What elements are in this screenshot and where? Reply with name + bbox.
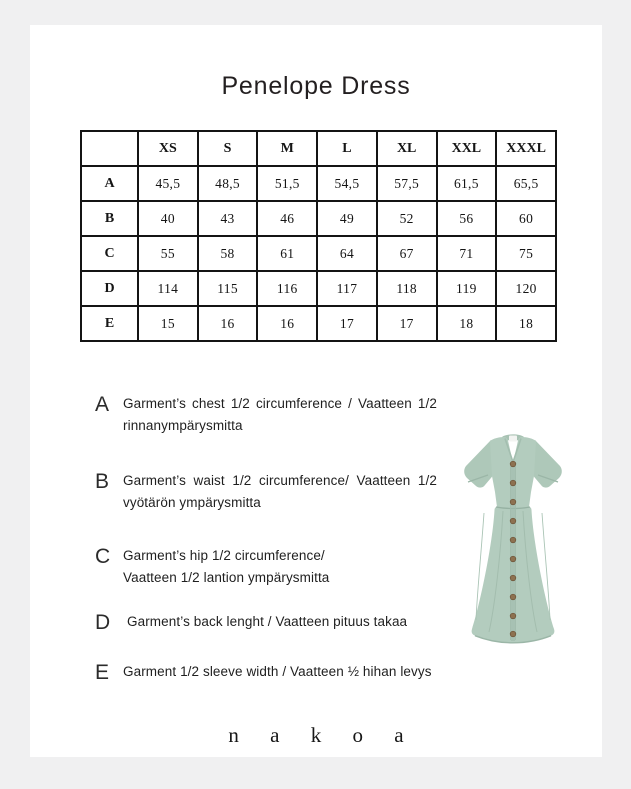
legend-text-b: Garment’s waist 1/2 circumference/ Vaatteen 1/2 vyötärön ympärysmitta: [123, 473, 437, 510]
size-cell: 115: [198, 271, 258, 306]
size-cell: 57,5: [377, 166, 437, 201]
size-cell: 51,5: [257, 166, 317, 201]
size-cell: 18: [437, 306, 497, 341]
size-cell: 71: [437, 236, 497, 271]
size-cell: 65,5: [496, 166, 556, 201]
column-header-xxxl: XXXL: [496, 131, 556, 166]
legend-text-d: Garment’s back lenght / Vaatteen pituus takaa: [127, 614, 408, 629]
row-label: A: [81, 166, 138, 201]
legend-letter-d: D: [95, 611, 111, 634]
size-cell: 60: [496, 201, 556, 236]
column-header-s: S: [198, 131, 258, 166]
size-cell: 64: [317, 236, 377, 271]
legend-item-c: [95, 545, 437, 589]
legend-item-a: [95, 393, 437, 437]
size-cell: 17: [377, 306, 437, 341]
size-cell: 54,5: [317, 166, 377, 201]
size-cell: 116: [257, 271, 317, 306]
size-cell: 61: [257, 236, 317, 271]
legend-letter-a: A: [95, 393, 110, 416]
column-header-xl: XL: [377, 131, 437, 166]
size-cell: 16: [198, 306, 258, 341]
legend-item-b: [95, 470, 437, 514]
page-title: Penelope Dress: [221, 72, 411, 100]
size-cell: 58: [198, 236, 258, 271]
legend-text-a: Garment’s chest 1/2 circumference / Vaatteen 1/2 rinnanympärysmitta: [123, 396, 437, 433]
column-header-xs: XS: [138, 131, 198, 166]
row-label: C: [81, 236, 138, 271]
column-header-l: L: [317, 131, 377, 166]
column-header-m: M: [257, 131, 317, 166]
row-label: E: [81, 306, 138, 341]
size-cell: 48,5: [198, 166, 258, 201]
legend-item-e: [95, 661, 437, 684]
size-cell: 75: [496, 236, 556, 271]
size-cell: 67: [377, 236, 437, 271]
size-cell: 120: [496, 271, 556, 306]
size-cell: 18: [496, 306, 556, 341]
size-chart-page: [30, 25, 602, 757]
column-header-xxl: XXL: [437, 131, 497, 166]
size-cell: 49: [317, 201, 377, 236]
size-cell: 40: [138, 201, 198, 236]
size-cell: 46: [257, 201, 317, 236]
size-cell: 52: [377, 201, 437, 236]
size-cell: 43: [198, 201, 258, 236]
size-cell: 45,5: [138, 166, 198, 201]
dress-photo: [454, 430, 572, 648]
size-cell: 118: [377, 271, 437, 306]
dress-neck-label: [509, 436, 517, 442]
size-cell: 55: [138, 236, 198, 271]
size-cell: 17: [317, 306, 377, 341]
size-cell: 117: [317, 271, 377, 306]
legend-letter-b: B: [95, 470, 110, 493]
legend-letter-e: E: [95, 661, 110, 684]
size-cell: 119: [437, 271, 497, 306]
size-cell: 15: [138, 306, 198, 341]
size-cell: 114: [138, 271, 198, 306]
legend-item-d: [95, 611, 437, 634]
size-cell: 61,5: [437, 166, 497, 201]
size-cell: 16: [257, 306, 317, 341]
legend-text-e: Garment 1/2 sleeve width / Vaatteen ½ hihan levys: [123, 664, 432, 679]
size-cell: 56: [437, 201, 497, 236]
legend-text-c: Garment’s hip 1/2 circumference/ Vaatteen 1/2 lantion ympärysmitta: [123, 548, 330, 585]
legend-letter-c: C: [95, 545, 111, 568]
brand-logo: n a k o a: [228, 723, 417, 747]
row-label: D: [81, 271, 138, 306]
row-label: B: [81, 201, 138, 236]
